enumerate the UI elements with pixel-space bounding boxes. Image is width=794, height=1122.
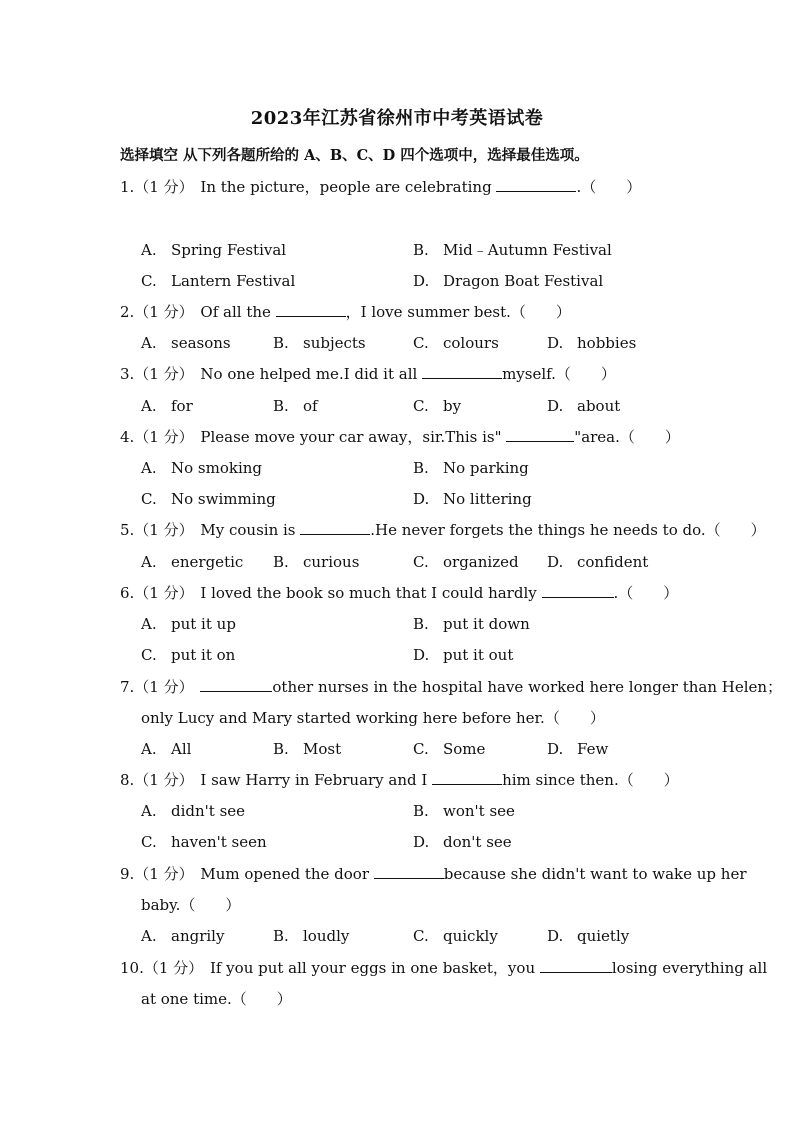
question-number: 4.（1 分） xyxy=(120,428,194,446)
option-letter: D. xyxy=(547,740,564,758)
option-letter: A. xyxy=(141,740,157,758)
question-text: "area.（ ） xyxy=(574,428,680,446)
option-text: put it up xyxy=(171,615,236,633)
question-6 xyxy=(120,583,678,603)
question-text: Mum opened the door xyxy=(195,865,374,883)
option-a[interactable] xyxy=(141,801,245,821)
option-letter: D. xyxy=(413,646,430,664)
question-2 xyxy=(120,302,571,322)
option-b[interactable] xyxy=(273,926,349,946)
option-text: seasons xyxy=(171,334,231,352)
option-text: Dragon Boat Festival xyxy=(443,272,604,290)
question-continuation: only Lucy and Mary started working here before her.（ ） xyxy=(141,709,605,727)
option-letter: C. xyxy=(413,397,429,415)
option-c[interactable] xyxy=(413,396,461,416)
option-text: No littering xyxy=(443,490,532,508)
answer-blank[interactable] xyxy=(432,770,502,785)
option-c[interactable] xyxy=(141,489,276,509)
option-letter: A. xyxy=(141,927,157,945)
option-d[interactable] xyxy=(413,271,603,291)
option-c[interactable] xyxy=(413,333,499,353)
question-7 xyxy=(120,677,782,697)
section-instruction: 选择填空 从下列各题所给的 A、B、C、D 四个选项中，选择最佳选项。 xyxy=(120,147,589,164)
option-letter: C. xyxy=(413,553,429,571)
option-a[interactable] xyxy=(141,614,236,634)
option-text: energetic xyxy=(171,553,244,571)
option-c[interactable] xyxy=(141,832,267,852)
answer-blank[interactable] xyxy=(506,427,574,442)
option-letter: C. xyxy=(141,490,157,508)
option-b[interactable] xyxy=(273,739,341,759)
option-letter: B. xyxy=(273,927,289,945)
question-text: Please move your car away，sir.This is" xyxy=(195,428,507,446)
option-text: quickly xyxy=(443,927,498,945)
option-text: Mid﹣Autumn Festival xyxy=(443,241,612,259)
option-a[interactable] xyxy=(141,552,243,572)
question-text: Of all the xyxy=(195,303,276,321)
option-text: put it on xyxy=(171,646,236,664)
answer-blank[interactable] xyxy=(200,677,272,692)
question-text: losing everything all xyxy=(611,959,768,977)
option-text: about xyxy=(577,397,621,415)
option-c[interactable] xyxy=(413,552,519,572)
answer-blank[interactable] xyxy=(496,177,576,192)
option-letter: D. xyxy=(413,833,430,851)
option-letter: B. xyxy=(273,553,289,571)
question-text: because she didn't want to wake up her xyxy=(443,865,747,883)
option-text: quietly xyxy=(577,927,630,945)
question-text: .（ ） xyxy=(576,178,642,196)
option-letter: A. xyxy=(141,459,157,477)
question-number: 1.（1 分） xyxy=(120,178,194,196)
option-d[interactable] xyxy=(413,832,512,852)
question-continuation: at one time.（ ） xyxy=(141,990,292,1008)
option-d[interactable] xyxy=(547,739,608,759)
option-d[interactable] xyxy=(547,926,629,946)
question-text: him since then.（ ） xyxy=(502,771,679,789)
option-b[interactable] xyxy=(413,801,515,821)
question-number: 7.（1 分） xyxy=(120,678,194,696)
question-number: 5.（1 分） xyxy=(120,521,194,539)
option-text: Most xyxy=(303,740,342,758)
option-letter: A. xyxy=(141,553,157,571)
question-text: I saw Harry in February and I xyxy=(195,771,433,789)
option-text: No smoking xyxy=(171,459,263,477)
question-text: If you put all your eggs in one basket，you xyxy=(205,959,540,977)
option-letter: B. xyxy=(413,802,429,820)
option-text: hobbies xyxy=(577,334,637,352)
option-letter: D. xyxy=(547,334,564,352)
question-text: .（ ） xyxy=(613,584,679,602)
option-letter: B. xyxy=(273,334,289,352)
answer-blank[interactable] xyxy=(540,958,612,973)
option-letter: B. xyxy=(273,740,289,758)
question-text: In the picture，people are celebrating xyxy=(195,178,497,196)
option-letter: B. xyxy=(413,459,429,477)
option-b[interactable] xyxy=(273,552,359,572)
question-number: 10.（1 分） xyxy=(120,959,204,977)
option-a[interactable] xyxy=(141,926,224,946)
option-letter: B. xyxy=(413,615,429,633)
option-d[interactable] xyxy=(547,552,648,572)
option-text: haven't seen xyxy=(171,833,267,851)
option-text: don't see xyxy=(443,833,512,851)
option-letter: D. xyxy=(547,397,564,415)
question-text: other nurses in the hospital have worked here longer than Helen； xyxy=(272,678,783,696)
question-5 xyxy=(120,520,766,540)
question-text: No one helped me.I did it all xyxy=(195,365,423,383)
option-b[interactable] xyxy=(413,458,529,478)
answer-blank[interactable] xyxy=(542,583,614,598)
question-4 xyxy=(120,427,680,447)
option-d[interactable] xyxy=(547,396,620,416)
option-d[interactable] xyxy=(413,489,532,509)
option-c[interactable] xyxy=(413,739,485,759)
option-text: by xyxy=(443,397,462,415)
option-text: organized xyxy=(443,553,519,571)
question-1 xyxy=(120,177,641,197)
question-text: myself.（ ） xyxy=(502,365,616,383)
option-letter: C. xyxy=(413,334,429,352)
option-letter: D. xyxy=(413,272,430,290)
option-letter: D. xyxy=(413,490,430,508)
option-c[interactable] xyxy=(413,926,498,946)
option-c[interactable] xyxy=(141,271,295,291)
option-letter: C. xyxy=(413,927,429,945)
option-b[interactable] xyxy=(413,614,530,634)
option-text: loudly xyxy=(303,927,350,945)
question-continuation: baby.（ ） xyxy=(141,896,241,914)
option-text: Few xyxy=(577,740,609,758)
option-text: subjects xyxy=(303,334,366,352)
answer-blank[interactable] xyxy=(276,302,346,317)
option-c[interactable] xyxy=(141,645,235,665)
option-text: colours xyxy=(443,334,499,352)
option-letter: A. xyxy=(141,241,157,259)
option-letter: D. xyxy=(547,553,564,571)
answer-blank[interactable] xyxy=(300,520,370,535)
option-a[interactable] xyxy=(141,739,191,759)
question-number: 6.（1 分） xyxy=(120,584,194,602)
question-number: 9.（1 分） xyxy=(120,865,194,883)
option-a[interactable] xyxy=(141,333,231,353)
option-text: angrily xyxy=(171,927,225,945)
option-text: didn't see xyxy=(171,802,246,820)
question-9 xyxy=(120,864,747,884)
option-letter: A. xyxy=(141,615,157,633)
option-letter: C. xyxy=(141,833,157,851)
question-text: ，I love summer best.（ ） xyxy=(345,303,571,321)
question-3 xyxy=(120,364,616,384)
option-text: for xyxy=(171,397,193,415)
question-8 xyxy=(120,770,679,790)
option-text: All xyxy=(171,740,192,758)
option-letter: A. xyxy=(141,802,157,820)
option-text: won't see xyxy=(443,802,515,820)
option-text: put it down xyxy=(443,615,530,633)
option-a[interactable] xyxy=(141,458,262,478)
option-text: No parking xyxy=(443,459,529,477)
option-letter: C. xyxy=(141,272,157,290)
option-a[interactable] xyxy=(141,396,193,416)
question-text: .He never forgets the things he needs to do.（ ） xyxy=(370,521,766,539)
option-letter: C. xyxy=(141,646,157,664)
question-text: My cousin is xyxy=(195,521,301,539)
option-letter: B. xyxy=(273,397,289,415)
page-title: 2023年江苏省徐州市中考英语试卷 xyxy=(250,108,544,129)
question-text: I loved the book so much that I could hardly xyxy=(195,584,542,602)
option-letter: B. xyxy=(413,241,429,259)
option-b[interactable] xyxy=(273,396,318,416)
option-letter: C. xyxy=(413,740,429,758)
option-b[interactable] xyxy=(413,240,612,260)
option-text: Lantern Festival xyxy=(171,272,296,290)
question-number: 2.（1 分） xyxy=(120,303,194,321)
option-d[interactable] xyxy=(547,333,636,353)
question-number: 8.（1 分） xyxy=(120,771,194,789)
option-a[interactable] xyxy=(141,240,286,260)
option-text: put it out xyxy=(443,646,514,664)
question-10 xyxy=(120,958,767,978)
option-text: Some xyxy=(443,740,486,758)
option-letter: A. xyxy=(141,397,157,415)
option-b[interactable] xyxy=(273,333,366,353)
answer-blank[interactable] xyxy=(422,364,502,379)
option-text: confident xyxy=(577,553,649,571)
option-text: of xyxy=(303,397,318,415)
option-text: Spring Festival xyxy=(171,241,287,259)
option-d[interactable] xyxy=(413,645,513,665)
option-text: No swimming xyxy=(171,490,276,508)
option-letter: A. xyxy=(141,334,157,352)
option-letter: D. xyxy=(547,927,564,945)
answer-blank[interactable] xyxy=(374,864,444,879)
question-number: 3.（1 分） xyxy=(120,365,194,383)
option-text: curious xyxy=(303,553,360,571)
